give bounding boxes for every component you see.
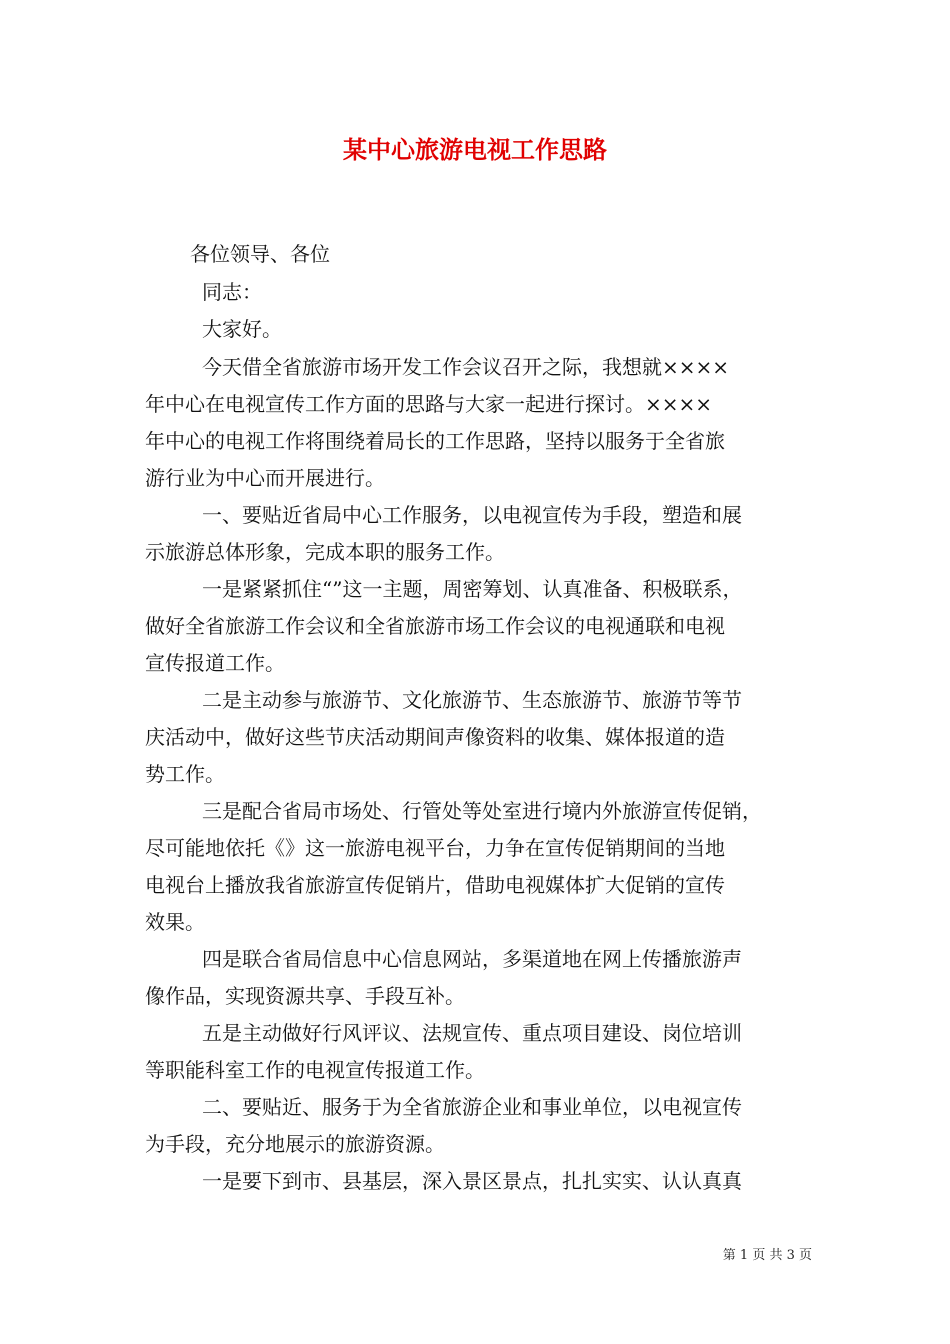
text-line: 一、要贴近省局中心工作服务，以电视宣传为手段，塑造和展	[202, 503, 742, 527]
text-line: 一是紧紧抓住“”这一主题，周密筹划、认真准备、积极联系，	[202, 577, 743, 601]
text-line: 示旅游总体形象，完成本职的服务工作。	[145, 540, 505, 564]
text-line: 四是联合省局信息中心信息网站，多渠道地在网上传播旅游声	[202, 947, 742, 971]
document-title: 某中心旅游电视工作思路	[343, 135, 607, 164]
text-line: 为手段，充分地展示的旅游资源。	[145, 1132, 445, 1156]
text-line: 同志：	[202, 280, 262, 304]
text-line: 一是要下到市、县基层，深入景区景点，扎扎实实、认认真真	[202, 1169, 742, 1193]
text-line: 电视台上播放我省旅游宣传促销片，借助电视媒体扩大促销的宣传	[145, 873, 725, 897]
text-line: 宣传报道工作。	[145, 651, 285, 675]
text-line: 势工作。	[145, 762, 225, 786]
text-line: 庆活动中，做好这些节庆活动期间声像资料的收集、媒体报道的造	[145, 725, 725, 749]
page-number: 第 1 页 共 3 页	[722, 1248, 812, 1263]
text-line: 效果。	[145, 910, 205, 934]
text-line: 各位领导、各位	[190, 242, 330, 266]
text-line: 年中心在电视宣传工作方面的思路与大家一起进行探讨。××××	[145, 392, 713, 416]
text-line: 年中心的电视工作将围绕着局长的工作思路，坚持以服务于全省旅	[145, 429, 725, 453]
text-line: 今天借全省旅游市场开发工作会议召开之际，我想就××××	[202, 355, 730, 379]
text-line: 大家好。	[202, 317, 282, 341]
text-line: 像作品，实现资源共享、手段互补。	[145, 984, 465, 1008]
text-line: 三是配合省局市场处、行管处等处室进行境内外旅游宣传促销，	[202, 799, 762, 823]
text-line: 等职能科室工作的电视宣传报道工作。	[145, 1058, 485, 1082]
text-line: 游行业为中心而开展进行。	[145, 466, 385, 490]
text-line: 二、要贴近、服务于为全省旅游企业和事业单位，以电视宣传	[202, 1095, 742, 1119]
text-line: 二是主动参与旅游节、文化旅游节、生态旅游节、旅游节等节	[202, 688, 742, 712]
text-line: 尽可能地依托《》这一旅游电视平台，力争在宣传促销期间的当地	[145, 836, 725, 860]
text-line: 五是主动做好行风评议、法规宣传、重点项目建设、岗位培训	[202, 1021, 742, 1045]
text-line: 做好全省旅游工作会议和全省旅游市场工作会议的电视通联和电视	[145, 614, 725, 638]
